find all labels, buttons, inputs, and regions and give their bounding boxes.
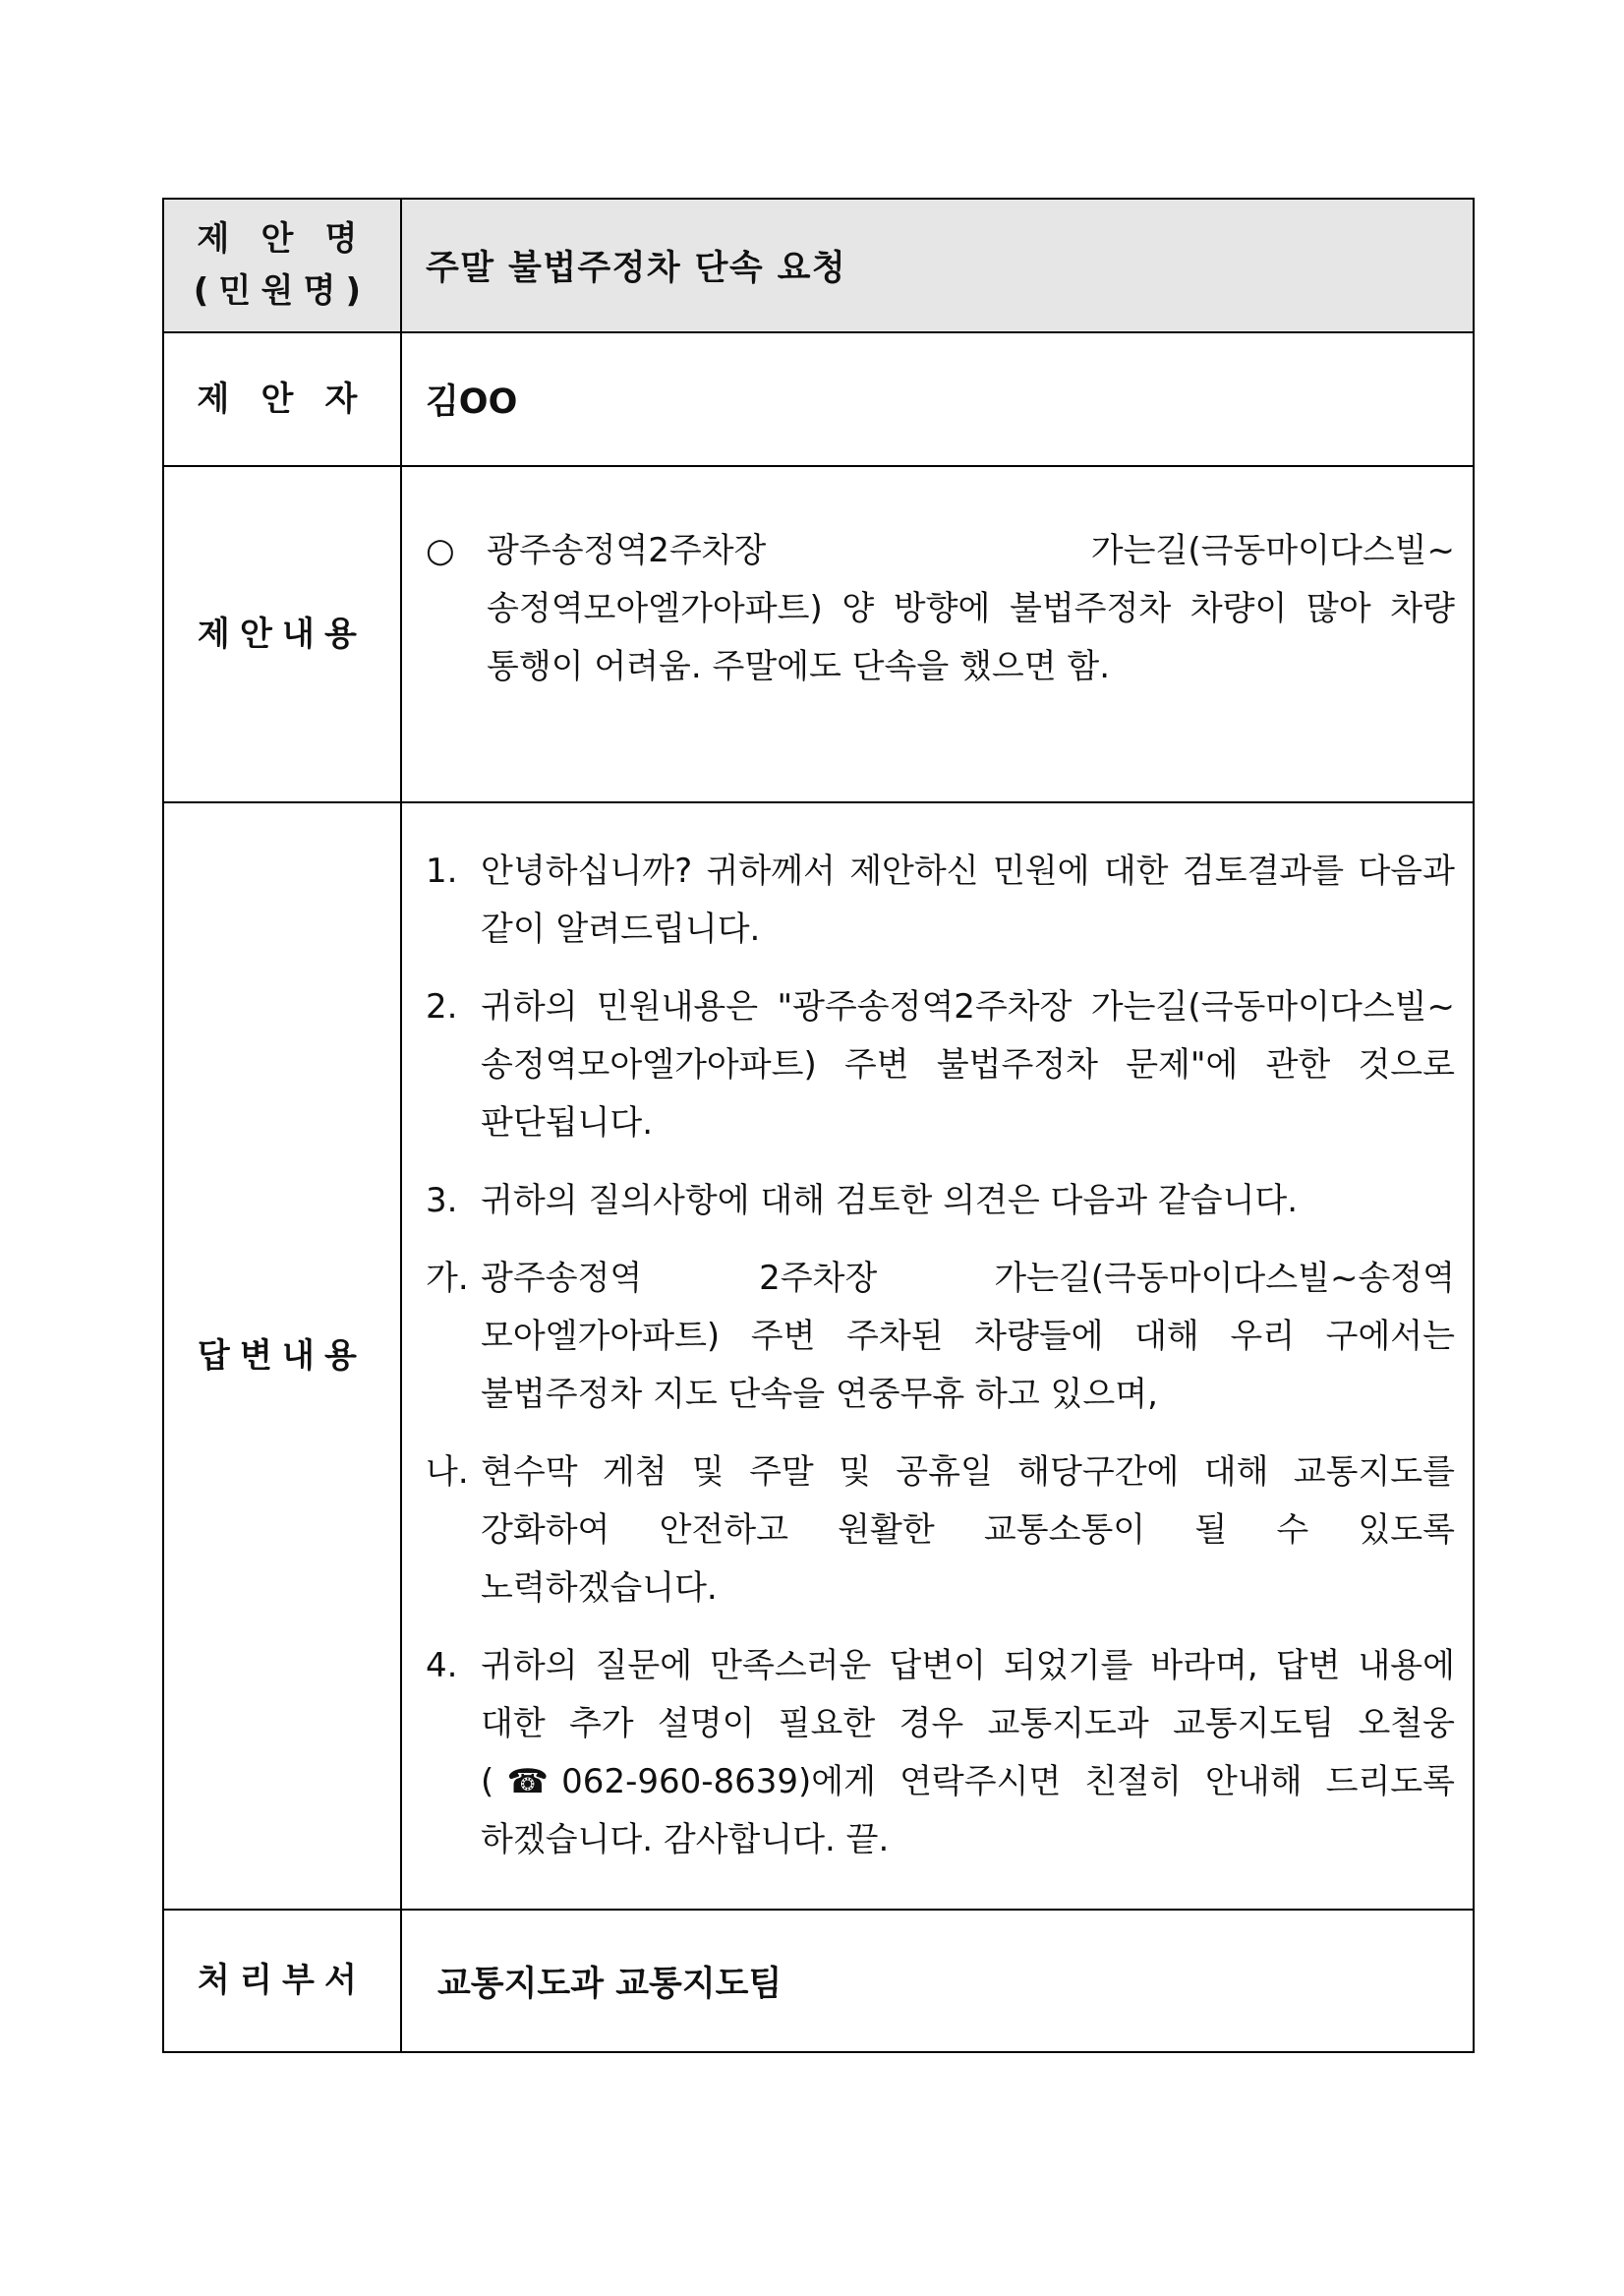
- answer-label: 답변내용: [163, 802, 401, 1910]
- answer-item-marker: 3.: [426, 1181, 458, 1220]
- answer-item-text: 귀하의 민원내용은 "광주송정역2주차장 가는길(극동마이다스빌~송정역모아엘가아파트) 주변 불법주정차 문제"에 관한 것으로 판단됩니다.: [481, 987, 1455, 1143]
- answer-item-text: 귀하의 질의사항에 대해 검토한 의견은 다음과 같습니다.: [481, 1181, 1299, 1220]
- answer-item-text: 안녕하십니까? 귀하께서 제안하신 민원에 대한 검토결과를 다음과 같이 알려드립니다.: [481, 852, 1455, 949]
- answer-item-text: 귀하의 질문에 만족스러운 답변이 되었기를 바라며, 답변 내용에 대한 추가 설명이 필요한 경우 교통지도과 교통지도팀 오철웅(☎062-960-8639)에게 연락주시면 친절히 안내해 드리도록 하겠습니다. 감사합니다. 끝.: [481, 1646, 1455, 1859]
- proposer-value-cell: [401, 332, 1474, 466]
- title-value-cell: [401, 199, 1474, 332]
- answer-item-marker: 나.: [426, 1452, 469, 1492]
- civil-complaint-form: [162, 198, 1475, 2053]
- proposal-content-row: [163, 466, 1474, 802]
- title-label-cell: [163, 199, 401, 332]
- proposal-content-block: [426, 522, 1455, 696]
- answer-item: [426, 1443, 1455, 1618]
- answer-item-marker: 가.: [426, 1259, 469, 1298]
- answer-item: [426, 1637, 1455, 1869]
- title-label: 제 안 명: [197, 219, 368, 260]
- proposer-label: 제 안 자: [163, 332, 401, 466]
- answer-item: [426, 978, 1455, 1152]
- proposal-paragraph: [426, 522, 1455, 696]
- answer-item-text: 현수막 게첨 및 주말 및 공휴일 해당구간에 대해 교통지도를 강화하여 안전하고 원활한 교통소통이 될 수 있도록 노력하겠습니다.: [481, 1452, 1455, 1608]
- department-row: [163, 1910, 1474, 2052]
- proposal-content-label: 제안내용: [163, 466, 401, 802]
- answer-item-marker: 2.: [426, 987, 458, 1027]
- answer-item-marker: 4.: [426, 1646, 458, 1685]
- answer-item: [426, 843, 1455, 959]
- circle-bullet-icon: ○: [426, 530, 455, 570]
- department-label: 처리부서: [163, 1910, 401, 2052]
- department-name: 교통지도과 교통지도팀: [437, 1964, 783, 2004]
- proposer-row: [163, 332, 1474, 466]
- title-sub-label: (민원명): [193, 271, 372, 311]
- answer-content-block: [426, 843, 1455, 1869]
- answer-item-text: 광주송정역 2주차장 가는길(극동마이다스빌~송정역 모아엘가아파트) 주변 주차된 차량들에 대해 우리 구에서는 불법주정차 지도 단속을 연중무휴 하고 있으며,: [481, 1259, 1455, 1414]
- proposer-name: 김OO: [426, 383, 518, 422]
- title-row: [163, 199, 1474, 332]
- answer-item: [426, 1250, 1455, 1424]
- answer-item: [426, 1172, 1455, 1230]
- department-value-cell: [401, 1910, 1474, 2052]
- complaint-title: 주말 불법주정차 단속 요청: [426, 249, 847, 288]
- answer-row: [163, 802, 1474, 1910]
- proposal-content-cell: [401, 466, 1474, 802]
- answer-content-cell: [401, 802, 1474, 1910]
- proposal-text: 광주송정역2주차장 가는길(극동마이다스빌~송정역모아엘가아파트) 양 방향에 불법주정차 차량이 많아 차량 통행이 어려움. 주말에도 단속을 했으면 함.: [487, 530, 1455, 686]
- answer-item-marker: 1.: [426, 852, 458, 891]
